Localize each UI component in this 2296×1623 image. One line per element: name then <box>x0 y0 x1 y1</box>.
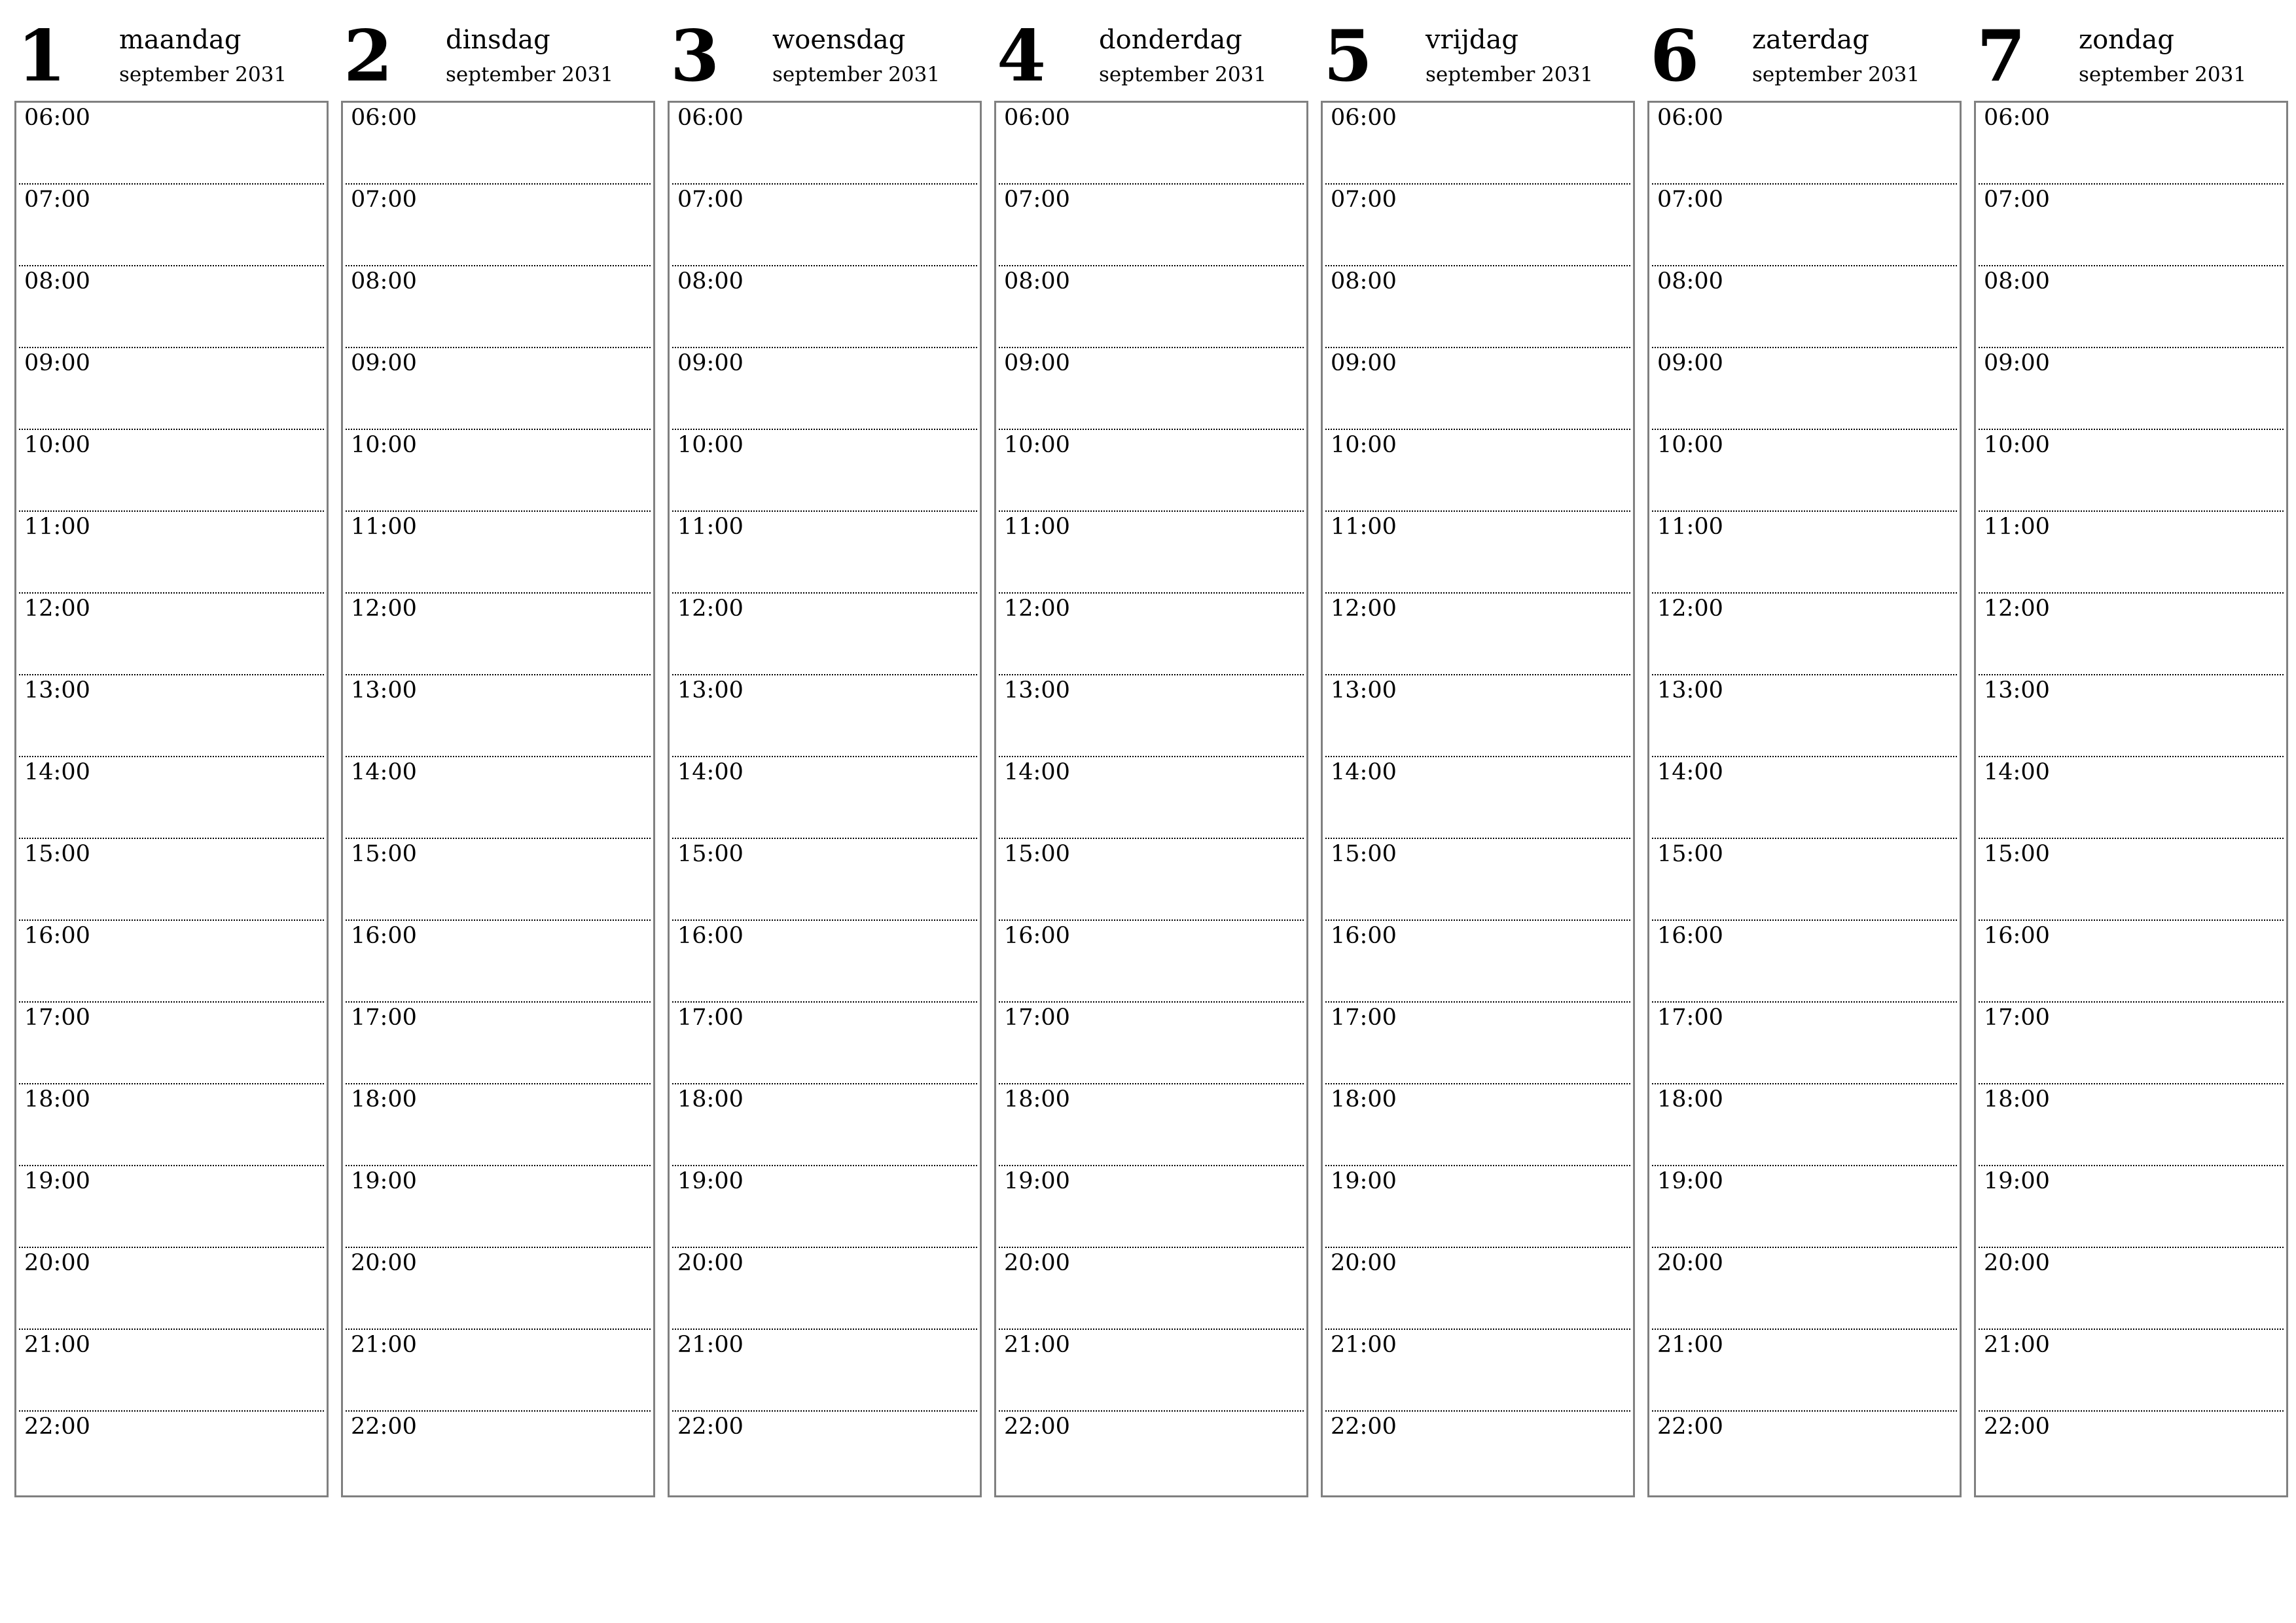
time-slot[interactable] <box>672 430 977 512</box>
time-slot[interactable] <box>1325 430 1630 512</box>
slot-time-label: 09:00 <box>1984 350 2050 376</box>
slot-time-label: 15:00 <box>24 841 90 867</box>
time-slot[interactable] <box>1325 594 1630 675</box>
time-slot[interactable] <box>1979 921 2284 1003</box>
slot-time-label: 16:00 <box>1657 923 1723 949</box>
day-month-year: september 2031 <box>1752 63 1920 86</box>
slot-time-label: 19:00 <box>677 1168 744 1194</box>
time-slot[interactable] <box>1979 1248 2284 1330</box>
time-slot[interactable] <box>1979 1330 2284 1412</box>
time-slot[interactable] <box>1325 348 1630 430</box>
time-slot[interactable] <box>1652 1412 1957 1493</box>
day-header <box>14 0 327 101</box>
slot-time-label: 15:00 <box>1004 841 1070 867</box>
time-slot[interactable] <box>1652 594 1957 675</box>
slot-time-label: 19:00 <box>351 1168 417 1194</box>
slot-time-label: 21:00 <box>1331 1332 1397 1358</box>
slot-time-label: 12:00 <box>351 596 417 622</box>
time-slot[interactable] <box>1979 1166 2284 1248</box>
time-slot[interactable] <box>19 512 324 594</box>
time-slot[interactable] <box>1325 185 1630 266</box>
time-slot[interactable] <box>672 1084 977 1166</box>
slot-time-label: 09:00 <box>351 350 417 376</box>
day-schedule-box[interactable] <box>341 101 655 1497</box>
time-slot[interactable] <box>19 839 324 921</box>
time-slot[interactable] <box>999 1330 1304 1412</box>
time-slot[interactable] <box>346 675 651 757</box>
time-slot[interactable] <box>346 1412 651 1493</box>
slot-time-label: 17:00 <box>1004 1005 1070 1031</box>
time-slot[interactable] <box>19 594 324 675</box>
time-slot[interactable] <box>19 1003 324 1084</box>
time-slot[interactable] <box>999 757 1304 839</box>
slot-time-label: 08:00 <box>1657 268 1723 294</box>
time-slot[interactable] <box>672 1166 977 1248</box>
slot-time-label: 10:00 <box>1657 432 1723 458</box>
slot-time-label: 21:00 <box>1984 1332 2050 1358</box>
time-slot[interactable] <box>672 1330 977 1412</box>
slot-time-label: 17:00 <box>1984 1005 2050 1031</box>
time-slot[interactable] <box>346 430 651 512</box>
slot-time-label: 14:00 <box>1657 759 1723 785</box>
time-slot[interactable] <box>672 103 977 185</box>
slot-time-label: 15:00 <box>1984 841 2050 867</box>
slot-time-label: 19:00 <box>1004 1168 1070 1194</box>
day-schedule-box[interactable] <box>1974 101 2288 1497</box>
time-slot[interactable] <box>1979 1003 2284 1084</box>
slot-time-label: 18:00 <box>677 1086 744 1113</box>
day-schedule-box[interactable] <box>668 101 982 1497</box>
time-slot[interactable] <box>346 757 651 839</box>
slot-time-label: 07:00 <box>1331 187 1397 213</box>
time-slot[interactable] <box>1652 1166 1957 1248</box>
slot-time-label: 17:00 <box>1331 1005 1397 1031</box>
time-slot[interactable] <box>1979 103 2284 185</box>
time-slot[interactable] <box>346 1084 651 1166</box>
day-month-year: september 2031 <box>772 63 941 86</box>
time-slot[interactable] <box>1979 348 2284 430</box>
slot-time-label: 14:00 <box>351 759 417 785</box>
slot-time-label: 07:00 <box>1657 187 1723 213</box>
slot-time-label: 18:00 <box>351 1086 417 1113</box>
slot-time-label: 22:00 <box>677 1414 744 1440</box>
slot-time-label: 06:00 <box>351 105 417 131</box>
time-slot[interactable] <box>19 185 324 266</box>
slot-time-label: 16:00 <box>351 923 417 949</box>
time-slot[interactable] <box>672 921 977 1003</box>
slot-time-label: 11:00 <box>351 514 417 540</box>
time-slot[interactable] <box>1325 266 1630 348</box>
time-slot[interactable] <box>1979 266 2284 348</box>
weekly-planner <box>14 0 2287 1499</box>
day-number: 2 <box>344 15 393 98</box>
time-slot[interactable] <box>999 1248 1304 1330</box>
slot-time-label: 21:00 <box>24 1332 90 1358</box>
time-slot[interactable] <box>999 921 1304 1003</box>
day-schedule-box[interactable] <box>1321 101 1635 1497</box>
time-slot[interactable] <box>999 430 1304 512</box>
day-month-year: september 2031 <box>1099 63 1267 86</box>
slot-time-label: 13:00 <box>351 677 417 704</box>
time-slot[interactable] <box>346 1248 651 1330</box>
slot-time-label: 09:00 <box>1331 350 1397 376</box>
time-slot[interactable] <box>1652 430 1957 512</box>
slot-time-label: 21:00 <box>1657 1332 1723 1358</box>
day-header <box>668 0 980 101</box>
time-slot[interactable] <box>672 266 977 348</box>
time-slot[interactable] <box>346 512 651 594</box>
time-slot[interactable] <box>1979 675 2284 757</box>
day-name: woensdag <box>772 25 906 55</box>
slot-time-label: 12:00 <box>677 596 744 622</box>
time-slot[interactable] <box>346 839 651 921</box>
slot-time-label: 07:00 <box>351 187 417 213</box>
slot-time-label: 20:00 <box>351 1250 417 1276</box>
time-slot[interactable] <box>1979 1084 2284 1166</box>
day-column-3 <box>668 0 980 1499</box>
time-slot[interactable] <box>672 1248 977 1330</box>
slot-time-label: 18:00 <box>1984 1086 2050 1113</box>
slot-time-label: 15:00 <box>351 841 417 867</box>
time-slot[interactable] <box>1652 921 1957 1003</box>
time-slot[interactable] <box>1652 757 1957 839</box>
slot-time-label: 08:00 <box>351 268 417 294</box>
day-schedule-box[interactable] <box>1647 101 1962 1497</box>
day-header <box>1647 0 1960 101</box>
slot-time-label: 12:00 <box>1004 596 1070 622</box>
time-slot[interactable] <box>672 348 977 430</box>
slot-time-label: 08:00 <box>24 268 90 294</box>
time-slot[interactable] <box>672 594 977 675</box>
slot-time-label: 22:00 <box>1984 1414 2050 1440</box>
slot-time-label: 07:00 <box>1984 187 2050 213</box>
slot-time-label: 22:00 <box>1004 1414 1070 1440</box>
slot-time-label: 14:00 <box>677 759 744 785</box>
slot-time-label: 13:00 <box>1657 677 1723 704</box>
time-slot[interactable] <box>999 185 1304 266</box>
slot-time-label: 19:00 <box>1331 1168 1397 1194</box>
time-slot[interactable] <box>1325 1084 1630 1166</box>
slot-time-label: 11:00 <box>1657 514 1723 540</box>
time-slot[interactable] <box>1979 594 2284 675</box>
time-slot[interactable] <box>19 430 324 512</box>
time-slot[interactable] <box>1979 1412 2284 1493</box>
slot-time-label: 12:00 <box>24 596 90 622</box>
time-slot[interactable] <box>346 185 651 266</box>
time-slot[interactable] <box>1325 1166 1630 1248</box>
slot-time-label: 19:00 <box>1984 1168 2050 1194</box>
slot-time-label: 07:00 <box>24 187 90 213</box>
time-slot[interactable] <box>346 348 651 430</box>
day-column-7 <box>1974 0 2287 1499</box>
day-schedule-box[interactable] <box>994 101 1308 1497</box>
time-slot[interactable] <box>999 512 1304 594</box>
slot-time-label: 22:00 <box>24 1414 90 1440</box>
slot-time-label: 14:00 <box>24 759 90 785</box>
slot-time-label: 13:00 <box>1984 677 2050 704</box>
time-slot[interactable] <box>19 757 324 839</box>
time-slot[interactable] <box>1652 512 1957 594</box>
time-slot[interactable] <box>1325 839 1630 921</box>
slot-time-label: 11:00 <box>24 514 90 540</box>
day-month-year: september 2031 <box>119 63 287 86</box>
day-name: donderdag <box>1099 25 1242 55</box>
slot-time-label: 19:00 <box>24 1168 90 1194</box>
time-slot[interactable] <box>999 266 1304 348</box>
time-slot[interactable] <box>346 1330 651 1412</box>
slot-time-label: 22:00 <box>351 1414 417 1440</box>
time-slot[interactable] <box>19 1412 324 1493</box>
time-slot[interactable] <box>1652 348 1957 430</box>
slot-time-label: 06:00 <box>1657 105 1723 131</box>
time-slot[interactable] <box>19 1084 324 1166</box>
slot-time-label: 07:00 <box>677 187 744 213</box>
slot-time-label: 13:00 <box>677 677 744 704</box>
time-slot[interactable] <box>346 103 651 185</box>
time-slot[interactable] <box>1652 839 1957 921</box>
slot-time-label: 11:00 <box>1984 514 2050 540</box>
time-slot[interactable] <box>999 1166 1304 1248</box>
day-month-year: september 2031 <box>2079 63 2247 86</box>
slot-time-label: 09:00 <box>24 350 90 376</box>
time-slot[interactable] <box>999 594 1304 675</box>
time-slot[interactable] <box>19 1330 324 1412</box>
slot-time-label: 20:00 <box>677 1250 744 1276</box>
time-slot[interactable] <box>19 266 324 348</box>
time-slot[interactable] <box>999 348 1304 430</box>
time-slot[interactable] <box>1325 757 1630 839</box>
slot-time-label: 11:00 <box>1331 514 1397 540</box>
time-slot[interactable] <box>999 1084 1304 1166</box>
slot-time-label: 10:00 <box>677 432 744 458</box>
slot-time-label: 14:00 <box>1984 759 2050 785</box>
time-slot[interactable] <box>1652 675 1957 757</box>
day-schedule-box[interactable] <box>14 101 329 1497</box>
time-slot[interactable] <box>999 1003 1304 1084</box>
slot-time-label: 17:00 <box>1657 1005 1723 1031</box>
slot-time-label: 22:00 <box>1657 1414 1723 1440</box>
slot-time-label: 20:00 <box>1984 1250 2050 1276</box>
day-month-year: september 2031 <box>446 63 614 86</box>
time-slot[interactable] <box>1979 185 2284 266</box>
day-header <box>341 0 654 101</box>
time-slot[interactable] <box>1652 1084 1957 1166</box>
slot-time-label: 08:00 <box>1004 268 1070 294</box>
slot-time-label: 16:00 <box>677 923 744 949</box>
slot-time-label: 20:00 <box>1331 1250 1397 1276</box>
slot-time-label: 20:00 <box>1657 1250 1723 1276</box>
slot-time-label: 10:00 <box>1984 432 2050 458</box>
slot-time-label: 21:00 <box>351 1332 417 1358</box>
slot-time-label: 12:00 <box>1657 596 1723 622</box>
time-slot[interactable] <box>1325 1330 1630 1412</box>
slot-time-label: 21:00 <box>1004 1332 1070 1358</box>
slot-time-label: 17:00 <box>677 1005 744 1031</box>
time-slot[interactable] <box>1325 512 1630 594</box>
day-column-1 <box>14 0 327 1499</box>
time-slot[interactable] <box>999 103 1304 185</box>
time-slot[interactable] <box>999 675 1304 757</box>
time-slot[interactable] <box>1325 1003 1630 1084</box>
day-month-year: september 2031 <box>1426 63 1594 86</box>
slot-time-label: 10:00 <box>1004 432 1070 458</box>
time-slot[interactable] <box>1325 1412 1630 1493</box>
slot-time-label: 18:00 <box>1331 1086 1397 1113</box>
day-name: zaterdag <box>1752 25 1869 55</box>
time-slot[interactable] <box>672 839 977 921</box>
slot-time-label: 19:00 <box>1657 1168 1723 1194</box>
slot-time-label: 09:00 <box>1657 350 1723 376</box>
slot-time-label: 08:00 <box>1984 268 2050 294</box>
day-number: 5 <box>1323 15 1373 98</box>
time-slot[interactable] <box>1979 839 2284 921</box>
time-slot[interactable] <box>1325 103 1630 185</box>
day-number: 4 <box>997 15 1047 98</box>
slot-time-label: 16:00 <box>1004 923 1070 949</box>
time-slot[interactable] <box>1979 757 2284 839</box>
slot-time-label: 06:00 <box>24 105 90 131</box>
time-slot[interactable] <box>346 594 651 675</box>
day-name: zondag <box>2079 25 2174 55</box>
slot-time-label: 16:00 <box>1984 923 2050 949</box>
time-slot[interactable] <box>19 675 324 757</box>
slot-time-label: 10:00 <box>1331 432 1397 458</box>
slot-time-label: 09:00 <box>1004 350 1070 376</box>
slot-time-label: 20:00 <box>1004 1250 1070 1276</box>
time-slot[interactable] <box>672 185 977 266</box>
time-slot[interactable] <box>19 1166 324 1248</box>
slot-time-label: 18:00 <box>1657 1086 1723 1113</box>
slot-time-label: 15:00 <box>677 841 744 867</box>
time-slot[interactable] <box>1652 266 1957 348</box>
time-slot[interactable] <box>672 1412 977 1493</box>
day-header <box>994 0 1307 101</box>
slot-time-label: 17:00 <box>351 1005 417 1031</box>
slot-time-label: 11:00 <box>677 514 744 540</box>
time-slot[interactable] <box>19 1248 324 1330</box>
time-slot[interactable] <box>346 266 651 348</box>
time-slot[interactable] <box>1652 1330 1957 1412</box>
slot-time-label: 06:00 <box>1004 105 1070 131</box>
time-slot[interactable] <box>1652 103 1957 185</box>
slot-time-label: 20:00 <box>24 1250 90 1276</box>
time-slot[interactable] <box>1979 430 2284 512</box>
day-number: 3 <box>670 15 720 98</box>
slot-time-label: 12:00 <box>1331 596 1397 622</box>
slot-time-label: 18:00 <box>24 1086 90 1113</box>
time-slot[interactable] <box>346 1003 651 1084</box>
slot-time-label: 17:00 <box>24 1005 90 1031</box>
slot-time-label: 08:00 <box>1331 268 1397 294</box>
slot-time-label: 14:00 <box>1004 759 1070 785</box>
day-number: 6 <box>1650 15 1700 98</box>
slot-time-label: 16:00 <box>1331 923 1397 949</box>
slot-time-label: 13:00 <box>24 677 90 704</box>
time-slot[interactable] <box>1652 185 1957 266</box>
day-name: vrijdag <box>1426 25 1518 55</box>
day-number: 1 <box>17 15 67 98</box>
time-slot[interactable] <box>1325 1248 1630 1330</box>
day-column-4 <box>994 0 1307 1499</box>
slot-time-label: 07:00 <box>1004 187 1070 213</box>
slot-time-label: 18:00 <box>1004 1086 1070 1113</box>
slot-time-label: 14:00 <box>1331 759 1397 785</box>
time-slot[interactable] <box>19 103 324 185</box>
slot-time-label: 09:00 <box>677 350 744 376</box>
slot-time-label: 08:00 <box>677 268 744 294</box>
time-slot[interactable] <box>1652 1003 1957 1084</box>
time-slot[interactable] <box>1979 512 2284 594</box>
slot-time-label: 13:00 <box>1004 677 1070 704</box>
day-column-6 <box>1647 0 1960 1499</box>
day-column-5 <box>1321 0 1634 1499</box>
slot-time-label: 15:00 <box>1331 841 1397 867</box>
slot-time-label: 11:00 <box>1004 514 1070 540</box>
slot-time-label: 10:00 <box>24 432 90 458</box>
slot-time-label: 22:00 <box>1331 1414 1397 1440</box>
day-header <box>1321 0 1634 101</box>
time-slot[interactable] <box>346 921 651 1003</box>
time-slot[interactable] <box>672 1003 977 1084</box>
day-name: maandag <box>119 25 242 55</box>
time-slot[interactable] <box>19 348 324 430</box>
time-slot[interactable] <box>672 675 977 757</box>
day-number: 7 <box>1977 15 2026 98</box>
time-slot[interactable] <box>19 921 324 1003</box>
slot-time-label: 16:00 <box>24 923 90 949</box>
slot-time-label: 10:00 <box>351 432 417 458</box>
day-column-2 <box>341 0 654 1499</box>
time-slot[interactable] <box>672 512 977 594</box>
slot-time-label: 06:00 <box>1984 105 2050 131</box>
time-slot[interactable] <box>1325 921 1630 1003</box>
slot-time-label: 12:00 <box>1984 596 2050 622</box>
time-slot[interactable] <box>999 1412 1304 1493</box>
slot-time-label: 15:00 <box>1657 841 1723 867</box>
day-header <box>1974 0 2287 101</box>
day-name: dinsdag <box>446 25 550 55</box>
time-slot[interactable] <box>1652 1248 1957 1330</box>
time-slot[interactable] <box>346 1166 651 1248</box>
slot-time-label: 06:00 <box>1331 105 1397 131</box>
time-slot[interactable] <box>999 839 1304 921</box>
time-slot[interactable] <box>672 757 977 839</box>
slot-time-label: 06:00 <box>677 105 744 131</box>
slot-time-label: 13:00 <box>1331 677 1397 704</box>
time-slot[interactable] <box>1325 675 1630 757</box>
slot-time-label: 21:00 <box>677 1332 744 1358</box>
